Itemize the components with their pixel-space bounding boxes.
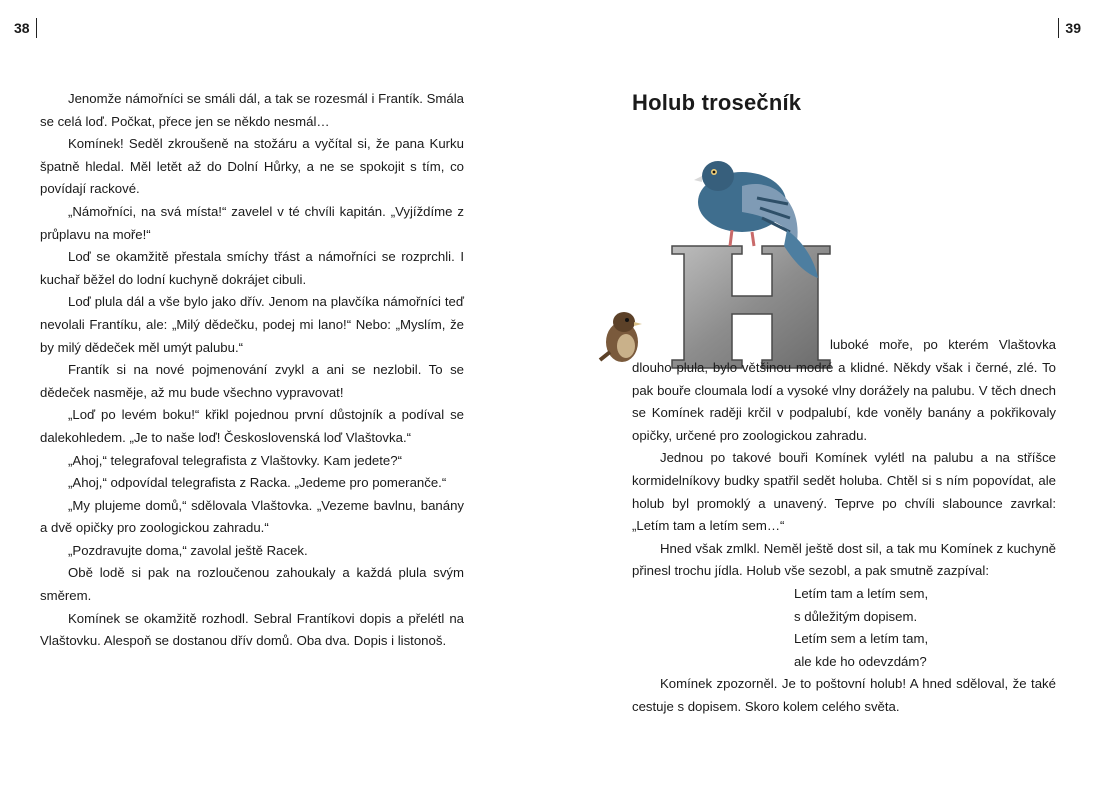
song-verse (632, 583, 1056, 673)
paragraph: Frantík si na nové pojmenování zvykl a ani se nezlobil. To se dědeček nasměje, až mu bude všechno vypravovat! (40, 362, 464, 400)
page-number-left: 38 (14, 18, 37, 38)
paragraph: Obě lodě si pak na rozloučenou zahoukaly a každá plula svým směrem. (40, 565, 464, 604)
paragraph: „Námořníci, na svá místa!“ zavelel v té chvíli kapitán. „Vyjíždíme z průplavu na moře!“ (40, 203, 464, 242)
verse-line: Letím tam a letím sem, (794, 585, 929, 601)
paragraph: „Loď po levém boku!“ křikl pojednou první důstojník a podíval se dalekohledem. „Je to naše loď! Československá loď Vlaštovka.“ (40, 407, 464, 445)
right-page-text (632, 337, 1056, 719)
verse-line: ale kde ho odevzdám? (794, 653, 927, 669)
paragraph: Loď plula dál a vše bylo jako dřív. Jenom na plavčíka námořníci teď nevolali Frantíku, ale: „Milý dědečku, podej mi lano!“ Nebo: „Myslím, že by milý dědeček měl umýt palubu.“ (40, 294, 464, 355)
paragraph: „Ahoj,“ telegrafoval telegrafista z Vlaštovky. Kam jedete?“ (68, 452, 402, 468)
first-paragraph (632, 334, 1056, 447)
paragraph: Loď se okamžitě přestala smíchy třást a námořníci se rozprchli. I kuchař běžel do lodní kuchyně dokrájet cibuli. (40, 249, 464, 287)
first-paragraph-text: luboké moře, po kterém Vlaštovka dlouho plula, bylo většinou modré a klidné. Někdy však i černé, zlé. To pak bouře cloumala lodí a vysoké vlny dorážely na palubu. V těch dnech se Komínek raději krčil v podpalubí, kde voněly banány a pokřikovaly opičky, určené pro zoologickou zahradu. (632, 337, 1056, 443)
chapter-title: Holub trosečník (632, 90, 802, 115)
paragraph: Komínek se okamžitě rozhodl. Sebral Frantíkovi dopis a přelétl na Vlaštovku. Alespoň se dostanou dřív domů. Oba dva. Dopis i listonoš. (40, 610, 464, 649)
paragraph: Komínek zpozorněl. Je to poštovní holub! A hned sděloval, že také cestuje s dopisem. Skoro kolem celého světa. (632, 676, 1056, 714)
verse-line: Letím sem a letím tam, (794, 631, 929, 647)
paragraph: Jednou po takové bouři Komínek vylétl na palubu a na stříšce kormidelníkovy budky spatřil sedět holuba. Chtěl si s ním popovídat, ale holub byl promoklý a unavený. Teprve po chvíli slabounce zavrkal: „Letím tam a letím sem…“ (632, 450, 1056, 534)
page-number-right: 39 (1058, 18, 1081, 38)
paragraph: „Pozdravujte doma,“ zavolal ještě Racek. (68, 542, 308, 558)
verse-line: s důležitým dopisem. (794, 608, 918, 624)
paragraph: „Ahoj,“ odpovídal telegrafista z Racka. „Jedeme pro pomeranče.“ (68, 475, 447, 491)
paragraph: Jenomže námořníci se smáli dál, a tak se rozesmál i Frantík. Smála se celá loď. Počkat, přece jen se někdo nesmál… (40, 91, 464, 129)
paragraph: Hned však zmlkl. Neměl ještě dost sil, a tak mu Komínek z kuchyně přinesl trochu jídla. Holub vše sezobl, a pak smutně zazpíval: (632, 540, 1056, 579)
paragraph: „My plujeme domů,“ sdělovala Vlaštovka. „Vezeme bavlnu, banány a dvě opičky pro zoologickou zahradu.“ (40, 497, 464, 536)
left-page-text (40, 88, 464, 653)
paragraph: Komínek! Seděl zkroušeně na stožáru a vyčítal si, že pana Kurku špatně hledal. Měl letět až do Dolní Hůrky, a ne se spokojit s tím, co povídají rackové. (40, 136, 464, 197)
